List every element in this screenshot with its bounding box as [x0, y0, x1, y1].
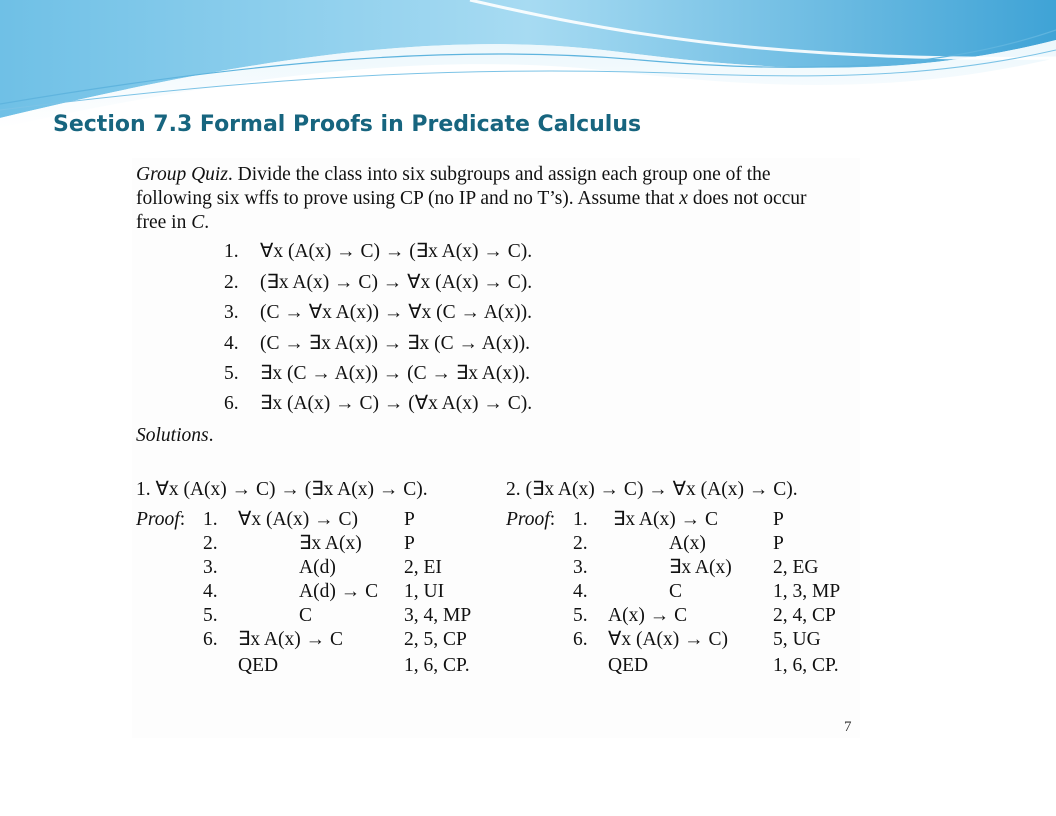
proof-step-reason: 3, 4, MP	[404, 605, 472, 626]
proof-step-reason: P	[773, 509, 784, 530]
proof2-statement: 2. (∃x A(x) → C) → ∀x (A(x) → C).	[506, 479, 798, 500]
page-number: 7	[844, 719, 852, 735]
quiz-item-num: 1.	[224, 241, 239, 262]
proof-step-num: 4.	[203, 581, 218, 602]
proof-step-wff: ∃x A(x) → C	[238, 629, 343, 650]
slide-title: Section 7.3 Formal Proofs in Predicate Calculus	[53, 112, 642, 137]
quiz-intro-text-2b: does not occur	[687, 188, 807, 209]
proof-step-reason: P	[404, 509, 415, 530]
proof-word: Proof	[136, 509, 180, 530]
proof-step-reason: 1, 6, CP.	[773, 655, 839, 676]
proof-step-num: 5.	[203, 605, 218, 626]
quiz-item-num: 2.	[224, 272, 239, 293]
quiz-intro-text-3b: .	[204, 212, 210, 233]
proof-step-reason: 1, UI	[404, 581, 445, 602]
proof-step-num: 4.	[573, 581, 588, 602]
proof-step-wff: QED	[608, 655, 649, 676]
proof-step-num: 1.	[573, 509, 588, 530]
proof-step-wff: ∃x A(x)	[299, 533, 362, 554]
quiz-intro-line-2	[136, 187, 807, 211]
quiz-intro-text-3a: free in	[136, 212, 192, 233]
proof-step-reason: 1, 6, CP.	[404, 655, 470, 676]
proof-colon: :	[549, 509, 556, 530]
quiz-item-num: 6.	[224, 393, 239, 414]
proof-step-num: 6.	[203, 629, 218, 650]
quiz-item-formula: (C → ∃x A(x)) → ∃x (C → A(x)).	[260, 333, 530, 354]
proof-colon: :	[179, 509, 186, 530]
textbook-excerpt	[132, 158, 860, 738]
proof-step-num: 6.	[573, 629, 588, 650]
proof-step-num: 2.	[573, 533, 588, 554]
proof-step-reason: P	[773, 533, 784, 554]
quiz-heading: Group Quiz	[136, 164, 228, 185]
proof-step-wff: C	[669, 581, 683, 602]
proof-step-reason: 2, EG	[773, 557, 819, 578]
quiz-item-formula: (C → ∀x A(x)) → ∀x (C → A(x)).	[260, 302, 533, 323]
quiz-intro-line-3	[136, 211, 209, 235]
quiz-var-c: C	[191, 212, 205, 233]
proof-step-num: 2.	[203, 533, 218, 554]
proof-step-wff: A(d)	[299, 557, 336, 578]
quiz-item-formula: ∃x (A(x) → C) → (∀x A(x) → C).	[260, 393, 533, 414]
solutions-heading	[136, 424, 213, 448]
proof-step-wff: ∀x (A(x) → C)	[608, 629, 729, 650]
proof-step-num: 1.	[203, 509, 218, 530]
quiz-item-formula: (∃x A(x) → C) → ∀x (A(x) → C).	[260, 272, 533, 293]
quiz-intro-line-1	[136, 163, 771, 187]
solutions-label: Solutions	[136, 425, 209, 446]
proof-step-reason: P	[404, 533, 415, 554]
proof-step-reason: 2, 5, CP	[404, 629, 467, 650]
proof-step-num: 5.	[573, 605, 588, 626]
quiz-intro-text-2: following six wffs to prove using CP (no IP and no T’s). Assume that	[136, 188, 680, 209]
proof-step-wff: A(x)	[669, 533, 706, 554]
proof-step-reason: 1, 3, MP	[773, 581, 841, 602]
proof-step-num: 3.	[203, 557, 218, 578]
proof-step-reason: 2, EI	[404, 557, 442, 578]
header-wave-banner	[0, 0, 1056, 130]
proof1-label	[136, 508, 185, 532]
proof-step-wff: A(x) → C	[608, 605, 688, 626]
proof-step-wff: ∃x A(x) → C	[613, 509, 718, 530]
proof-word: Proof	[506, 509, 550, 530]
quiz-var-x: x	[679, 188, 688, 209]
quiz-item-num: 4.	[224, 333, 239, 354]
quiz-item-formula: ∃x (C → A(x)) → (C → ∃x A(x)).	[260, 363, 530, 384]
quiz-item-formula: ∀x (A(x) → C) → (∃x A(x) → C).	[260, 241, 533, 262]
proof-step-wff: QED	[238, 655, 279, 676]
solutions-punct: .	[208, 425, 214, 446]
quiz-item-num: 3.	[224, 302, 239, 323]
proof-step-wff: ∀x (A(x) → C)	[238, 509, 359, 530]
quiz-item-num: 5.	[224, 363, 239, 384]
proof-step-num: 3.	[573, 557, 588, 578]
proof-step-reason: 2, 4, CP	[773, 605, 836, 626]
proof-step-wff: ∃x A(x)	[669, 557, 732, 578]
proof-step-wff: C	[299, 605, 313, 626]
proof-step-reason: 5, UG	[773, 629, 821, 650]
proof-step-wff: A(d) → C	[299, 581, 379, 602]
proof2-label	[506, 508, 555, 532]
proof1-statement: 1. ∀x (A(x) → C) → (∃x A(x) → C).	[136, 479, 428, 500]
quiz-intro-text-1: . Divide the class into six subgroups and assign each group one of the	[227, 164, 771, 185]
